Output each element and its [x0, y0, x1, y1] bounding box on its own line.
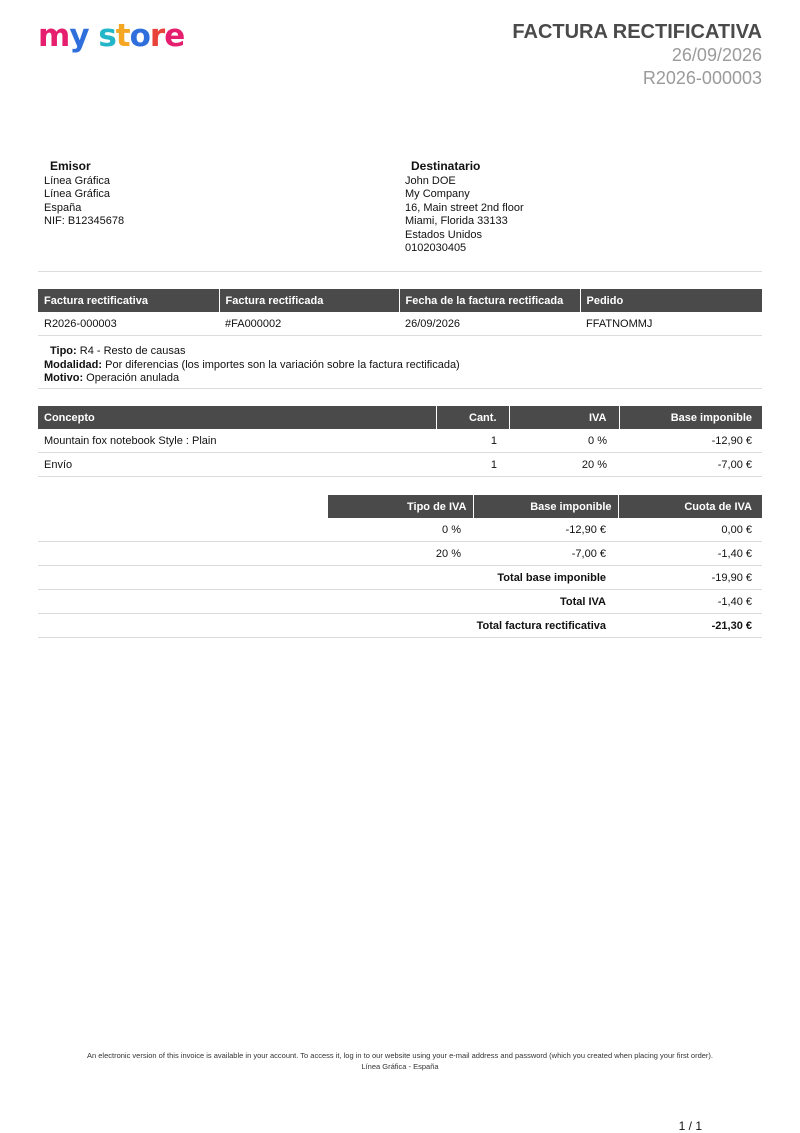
tax-header: Cuota de IVA: [618, 495, 762, 518]
divider: [38, 271, 762, 272]
item-vat: 0 %: [509, 429, 619, 453]
modalidad-value: Por diferencias (los importes son la variación sobre la factura rectificada): [102, 358, 460, 371]
total-vat-value: -1,40 €: [618, 590, 762, 614]
tax-spacer: [38, 518, 328, 542]
document-title: FACTURA RECTIFICATIVA: [512, 21, 762, 43]
reference-header: Factura rectificada: [219, 289, 399, 312]
table-row: [38, 312, 762, 336]
footer-note: An electronic version of this invoice is available in your account. To access it, log in to our website using your e-mail address and password (which you created when placing your first order).: [86, 1051, 713, 1060]
document-date: 26/09/2026: [671, 45, 762, 65]
emisor-line: Línea Gráfica: [44, 188, 111, 200]
tax-rate: 0 %: [328, 518, 473, 542]
reference-cell: FFATNOMMJ: [580, 312, 762, 336]
destinatario-title: Destinatario: [411, 159, 481, 173]
motivo-label: Motivo:: [44, 372, 84, 384]
rectification-notes: [44, 345, 460, 386]
total-base-value: -19,90 €: [618, 566, 762, 590]
destinatario-line: My Company: [405, 188, 470, 200]
tax-amount: -1,40 €: [618, 542, 762, 566]
motivo-line: [44, 372, 460, 386]
tax-header: Tipo de IVA: [328, 495, 473, 518]
table-row: [38, 590, 762, 614]
table-row: [38, 518, 762, 542]
tax-summary-table: [38, 495, 762, 638]
table-row: [38, 453, 762, 477]
emisor-line: NIF: B12345678: [44, 215, 125, 227]
item-concept: Envío: [38, 453, 436, 477]
total-base-label: Total base imponible: [38, 566, 618, 590]
tax-base: -12,90 €: [473, 518, 618, 542]
tax-header-spacer: [38, 495, 328, 518]
table-row: [38, 429, 762, 453]
tax-amount: 0,00 €: [618, 518, 762, 542]
footer-company: Línea Gráfica - España: [361, 1062, 439, 1071]
grand-total-value: -21,30 €: [618, 614, 762, 638]
tipo-line: [50, 345, 460, 359]
tax-header-row: [38, 495, 762, 518]
tipo-label: Tipo:: [50, 345, 77, 357]
reference-header: Factura rectificativa: [38, 289, 219, 312]
destinatario-line: 16, Main street 2nd floor: [405, 201, 524, 214]
reference-table: [38, 289, 762, 336]
emisor-line: Línea Gráfica: [44, 174, 111, 187]
divider: [38, 388, 762, 389]
emisor-line: España: [44, 201, 82, 214]
reference-cell: 26/09/2026: [399, 312, 580, 336]
total-vat-label: Total IVA: [38, 590, 618, 614]
table-row: [38, 566, 762, 590]
reference-header: Pedido: [580, 289, 762, 312]
item-qty: 1: [436, 429, 509, 453]
items-header: IVA: [509, 406, 619, 429]
modalidad-label: Modalidad:: [44, 358, 103, 371]
item-base: -7,00 €: [619, 453, 762, 477]
tipo-value: R4 - Resto de causas: [76, 345, 186, 357]
store-logo: [38, 14, 185, 58]
item-base: -12,90 €: [619, 429, 762, 453]
items-table: [38, 406, 762, 477]
motivo-value: Operación anulada: [83, 372, 180, 384]
reference-header-row: [38, 289, 762, 312]
tax-header: Base imponible: [473, 495, 618, 518]
reference-header: Fecha de la factura rectificada: [399, 289, 580, 312]
footer: [0, 1050, 800, 1072]
tax-spacer: [38, 542, 328, 566]
svg-text:my store: my store: [38, 18, 185, 54]
reference-cell: R2026-000003: [38, 312, 219, 336]
emisor-block: [44, 160, 124, 229]
document-number: R2026-000003: [642, 68, 762, 88]
destinatario-line: John DOE: [405, 174, 456, 187]
tax-rate: 20 %: [328, 542, 473, 566]
items-header: Concepto: [38, 406, 436, 429]
table-row: [38, 614, 762, 638]
items-header-row: [38, 406, 762, 429]
item-qty: 1: [436, 453, 509, 477]
tax-base: -7,00 €: [473, 542, 618, 566]
table-row: [38, 542, 762, 566]
destinatario-line: Estados Unidos: [405, 228, 483, 241]
grand-total-label: Total factura rectificativa: [38, 614, 618, 638]
destinatario-block: [405, 160, 524, 256]
destinatario-line: Miami, Florida 33133: [405, 215, 508, 227]
emisor-title: Emisor: [50, 159, 91, 173]
items-header: Base imponible: [619, 406, 762, 429]
item-vat: 20 %: [509, 453, 619, 477]
item-concept: Mountain fox notebook Style : Plain: [38, 429, 436, 453]
page-counter: 1 / 1: [678, 1119, 702, 1133]
modalidad-line: [44, 359, 460, 373]
reference-cell: #FA000002: [219, 312, 399, 336]
items-header: Cant.: [436, 406, 509, 429]
destinatario-line: 0102030405: [405, 242, 467, 254]
